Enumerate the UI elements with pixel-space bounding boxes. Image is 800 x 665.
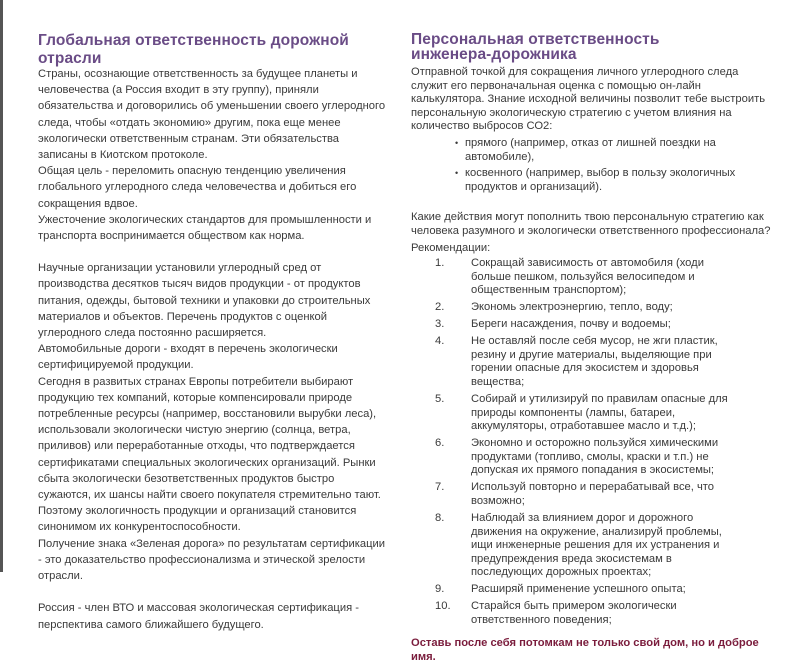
left-paragraph: Сегодня в развитых странах Европы потребители выбирают продукцию тех компаний, которые компенсировали природе потребленные ресурсы (например, восстановили вырубки леса), использовали экологически чистую энергию (солнца, ветра, приливов) или переработанные отходы, что подтверждается сертификатами специальных экологических организаций. Рынки сбыта экологически безответственных продуктов быстро сужаются, их шансы найти своего покупателя стремительно тают. Поэтому экологичность продукции и организаций становится синонимом их конкурентоспособности. [38,375,381,534]
item-number: 5. [435,393,445,406]
item-text: Береги насаждения, почву и водоемы; [471,318,671,331]
left-title: Глобальная ответственность дорожной отрасли [38,32,349,67]
impact-bullet-list [411,137,771,194]
recommendation-item [411,257,771,298]
item-number: 3. [435,318,445,331]
item-text: Старайся быть примером экологически ответственного поведения; [471,600,677,626]
left-paragraph: Общая цель - переломить опасную тенденцию увеличения глобального углеродного следа человечества и добиться его сокращения вдвое. [38,165,357,210]
recommendation-item [411,512,771,580]
right-intro: Отправной точкой для сокращения личного углеродного следа служит его первоначальная оценка с помощью он-лайн калькулятора. Знание исходной величины позволит тебе выстроить персональную экологическую стратегию с учетом влияния на количество выбросов СО2: [411,66,766,133]
left-paragraph: Научные организации установили углеродный сред от производства десятков тысяч видов продукции - от продуктов питания, одежды, бытовой техники и упаковки до строительных материалов и объектов. Перечень продуктов с оценкой углеродного следа постоянно расширяется. [38,262,371,340]
paragraph-gap [38,244,388,260]
right-title: Персональная ответственность инженера-дорожника [411,31,660,63]
item-number: 6. [435,437,445,450]
left-paragraph: Ужесточение экологических стандартов для промышленности и транспорта воспринимается обществом как норма. [38,213,372,243]
item-text: Расширяй применение успешного опыта; [471,583,686,596]
item-text: Экономь электроэнергию, тепло, воду; [471,301,673,314]
left-paragraph: Получение знака «Зеленая дорога» по результатам сертификации - это доказательство профессионализма и этической зрелости отрасли. [38,537,385,583]
item-number: 8. [435,511,445,524]
bullet-item: • прямого (например, отказ от лишней поездки на автомобиле), [457,137,771,164]
bullet-item: • косвенного (например, выбор в пользу экологичных продуктов и организаций). [457,167,771,194]
recommendation-item [411,318,771,332]
left-paragraph: Страны, осознающие ответственность за будущее планеты и человечества (а Россия входит в эту группу), приняли обязательства и договорились об уменьшении своего углеродного следа, чтобы «отдать экономию» другим, пока еще менее экологически ответственным странам. Эти обязательства записаны в Киотском протоколе. [38,68,386,162]
item-text: Экономно и осторожно пользуйся химическими продуктами (топливо, смолы, краски и т.п.) не допуская их прямого попадания в экосистемы; [471,437,719,477]
item-text: Не оставляй после себя мусор, не жги пластик, резину и другие материалы, выделяющие при горении опасные для экосистем и здоровья вещества; [471,335,718,389]
recommendation-item [411,481,771,508]
page-left-edge [0,0,3,572]
item-number: 10. [435,600,451,613]
item-text: Используй повторно и перерабатывай все, что возможно; [471,481,715,507]
recommendation-item [411,393,771,434]
left-paragraph: Россия - член ВТО и массовая экологическая сертификация - перспектива самого ближайшего будущего. [38,602,359,631]
item-number: 4. [435,335,445,348]
left-paragraph: Автомобильные дороги - входят в перечень экологически сертифицируемой продукции. [38,343,338,372]
recommendation-item [411,301,771,315]
item-text: Собирай и утилизируй по правилам опасные для природы компоненты (лампы, батареи, аккумуляторы, отработавшее масло и т.д.); [471,393,728,433]
recommendation-item [411,600,771,627]
item-text: Сокращай зависимость от автомобиля (ходи больше пешком, пользуйся велосипедом и общественным транспортом); [471,257,704,297]
recommendation-item [411,583,771,597]
item-number: 9. [435,583,445,596]
right-body [411,66,771,665]
right-question: Какие действия могут пополнить твою персональную стратегию как человека разумного и экологически ответственного профессионала? [411,211,771,237]
item-number: 1. [435,257,445,270]
recommendation-item [411,437,771,478]
item-number: 7. [435,481,445,494]
paragraph-gap [411,197,771,211]
left-body [38,66,388,633]
item-number: 2. [435,301,445,314]
closing-statement: Оставь после себя потомкам не только свой дом, но и доброе имя. [411,637,759,664]
recommendations-label: Рекомендации: [411,241,491,254]
paragraph-gap [38,584,388,600]
item-text: Наблюдай за влиянием дорог и дорожного движения на окружение, анализируй проблемы, ищи инженерные решения для их устранения и предупреждения вреда экосистемам в последующих дорожных проектах; [471,511,722,579]
recommendation-item [411,335,771,389]
